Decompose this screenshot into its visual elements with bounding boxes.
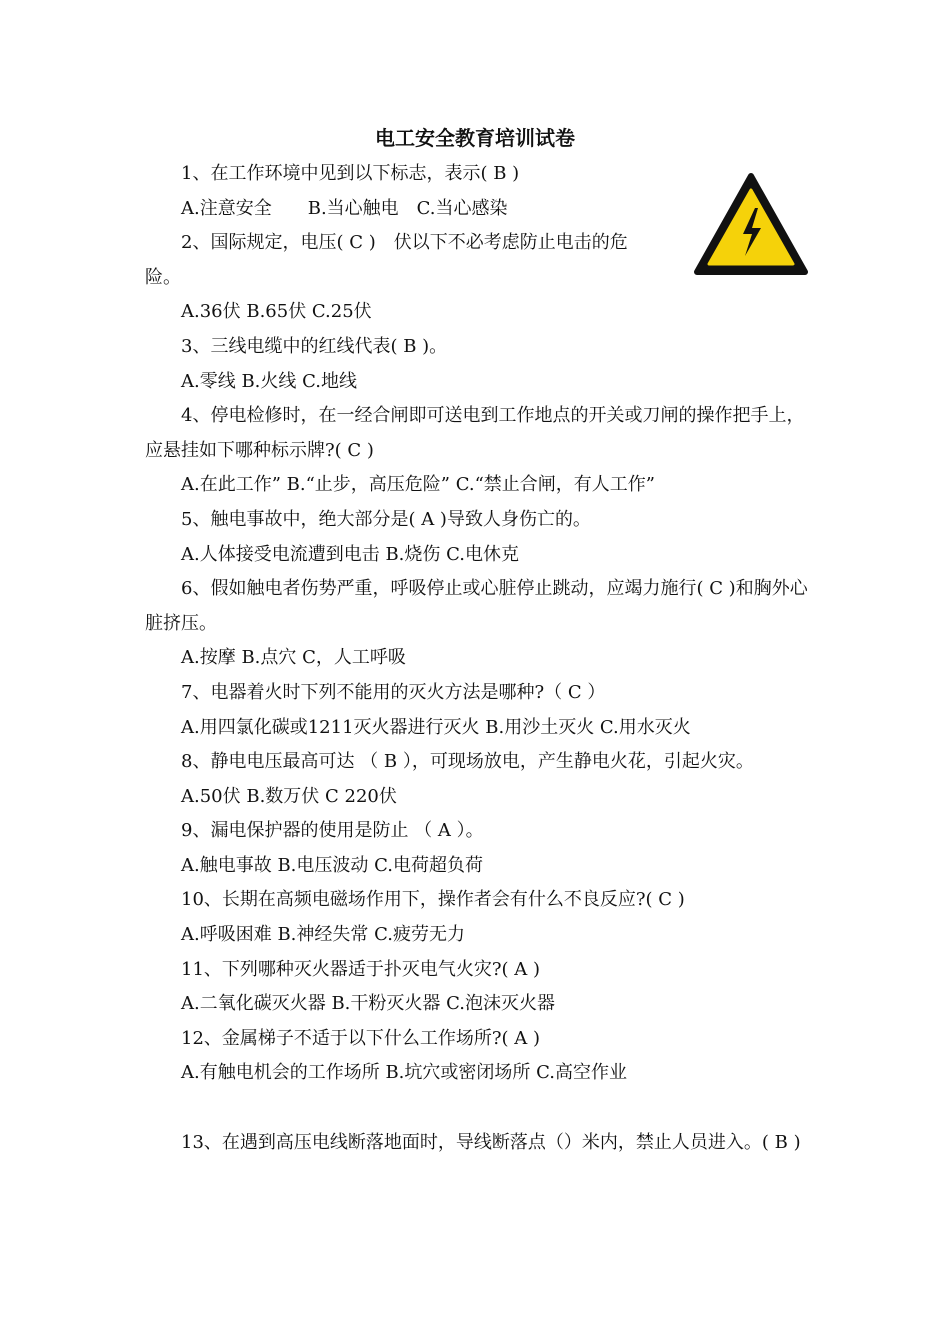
question-13: 13、在遇到高压电线断落地面时，导线断落点（）米内，禁止人员进入。( B ) — [181, 1131, 801, 1153]
question-2: 2、国际规定，电压( C ) 伏以下不必考虑防止电击的危 — [181, 232, 628, 254]
answer-options-9: A.触电事故 B.电压波动 C.电荷超负荷 — [181, 854, 483, 876]
question-7: 7、电器着火时下列不能用的灭火方法是哪种?（ C ） — [181, 681, 606, 703]
question-6: 6、假如触电者伤势严重，呼吸停止或心脏停止跳动，应竭力施行( C )和胸外心脏挤压。 — [145, 578, 808, 634]
answer-options-11: A.二氧化碳灭火器 B.干粉灭火器 C.泡沫灭火器 — [181, 993, 555, 1015]
answer-options-2: A.36伏 B.65伏 C.25伏 — [181, 301, 372, 323]
question-3: 3、三线电缆中的红线代表( B )。 — [181, 335, 448, 357]
question-10: 10、长期在高频电磁场作用下，操作者会有什么不良反应?( C ) — [181, 889, 685, 911]
answer-options-5: A.人体接受电流遭到电击 B.烧伤 C.电休克 — [181, 543, 519, 565]
answer-options-6: A.按摩 B.点穴 C，人工呼吸 — [181, 647, 406, 669]
question-5: 5、触电事故中，绝大部分是( A )导致人身伤亡的。 — [181, 508, 591, 530]
page-title: 电工安全教育培训试卷 — [375, 126, 575, 150]
question-11: 11、下列哪种灭火器适于扑灭电气火灾?( A ) — [181, 958, 541, 980]
blank-line — [145, 1091, 809, 1126]
question-8: 8、静电电压最高可达 （ B ），可现场放电，产生静电火花，引起火灾。 — [181, 751, 754, 773]
answer-options-3: A.零线 B.火线 C.地线 — [181, 370, 357, 392]
answer-options-1: A.注意安全 B.当心触电 C.当心感染 — [181, 197, 508, 219]
question-9: 9、漏电保护器的使用是防止 （ A ）。 — [181, 820, 484, 842]
question-list — [145, 157, 809, 1160]
question-12: 12、金属梯子不适于以下什么工作场所?( A ) — [181, 1027, 541, 1049]
question-2-continued: 险。 — [145, 266, 181, 288]
question-1: 1、在工作环境中见到以下标志，表示( B ) — [181, 163, 520, 184]
answer-options-8: A.50伏 B.数万伏 C 220伏 — [181, 785, 397, 807]
answer-options-4: A.在此工作” B.“止步，高压危险” C.“禁止合闸，有人工作” — [181, 474, 655, 496]
answer-options-12: A.有触电机会的工作场所 B.坑穴或密闭场所 C.高空作业 — [181, 1062, 627, 1084]
question-4: 4、停电检修时，在一经合闸即可送电到工作地点的开关或刀闸的操作把手上，应悬挂如下哪种标示牌?( C ) — [145, 405, 805, 461]
answer-options-10: A.呼吸困难 B.神经失常 C.疲劳无力 — [181, 924, 465, 946]
answer-options-7: A.用四氯化碳或1211灭火器进行灭火 B.用沙土灭火 C.用水灭火 — [181, 716, 691, 738]
